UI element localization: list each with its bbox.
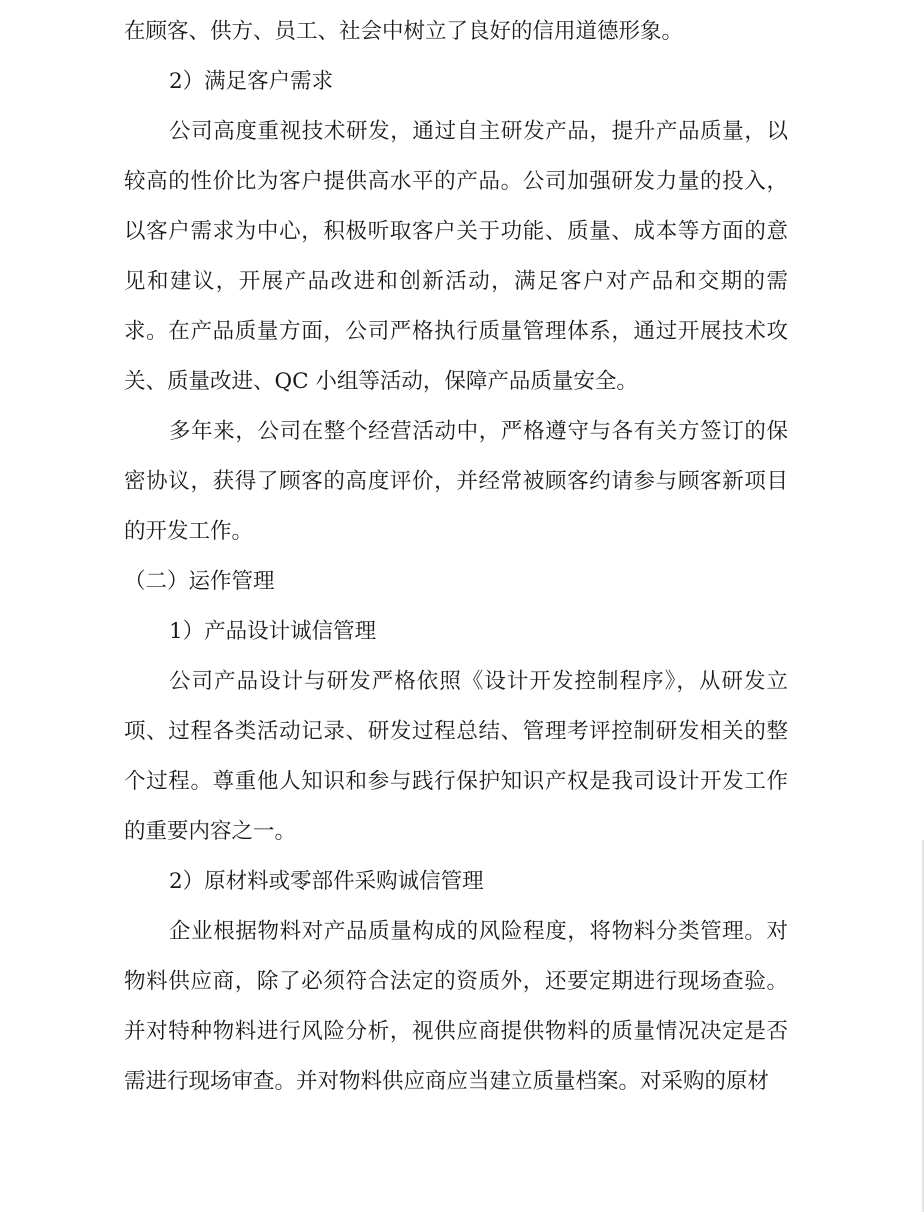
paragraph-continuation: 在顾客、供方、员工、社会中树立了良好的信用道德形象。: [124, 19, 684, 44]
section-heading-operations: （二）运作管理: [124, 569, 275, 594]
subheading-procurement-integrity: 2）原材料或零部件采购诚信管理: [169, 869, 484, 894]
document-body: [124, 7, 788, 1107]
paragraph-rd-quality: 公司高度重视技术研发，通过自主研发产品，提升产品质量，以较高的性价比为客户提供高水平的产品。公司加强研发力量的投入，以客户需求为中心，积极听取客户关于功能、质量、成本等方面的意见和建议，开展产品改进和创新活动，满足客户对产品和交期的需求。在产品质量方面，公司严格执行质量管理体系，通过开展技术攻关、质量改进、QC 小组等活动，保障产品质量安全。: [124, 119, 788, 394]
paragraph-confidentiality: 多年来，公司在整个经营活动中，严格遵守与各有关方签订的保密协议，获得了顾客的高度评价，并经常被顾客约请参与顾客新项目的开发工作。: [124, 419, 788, 544]
paragraph-design-process: 公司产品设计与研发严格依照《设计开发控制程序》，从研发立项、过程各类活动记录、研发过程总结、管理考评控制研发相关的整个过程。尊重他人知识和参与践行保护知识产权是我司设计开发工作的重要内容之一。: [124, 669, 788, 844]
subheading-customer-needs: 2）满足客户需求: [169, 69, 334, 94]
subheading-design-integrity: 1）产品设计诚信管理: [169, 619, 377, 644]
paragraph-procurement: 企业根据物料对产品质量构成的风险程度，将物料分类管理。对物料供应商，除了必须符合法定的资质外，还要定期进行现场查验。并对特种物料进行风险分析，视供应商提供物料的质量情况决定是否需进行现场审查。并对物料供应商应当建立质量档案。对采购的原材: [124, 919, 788, 1094]
